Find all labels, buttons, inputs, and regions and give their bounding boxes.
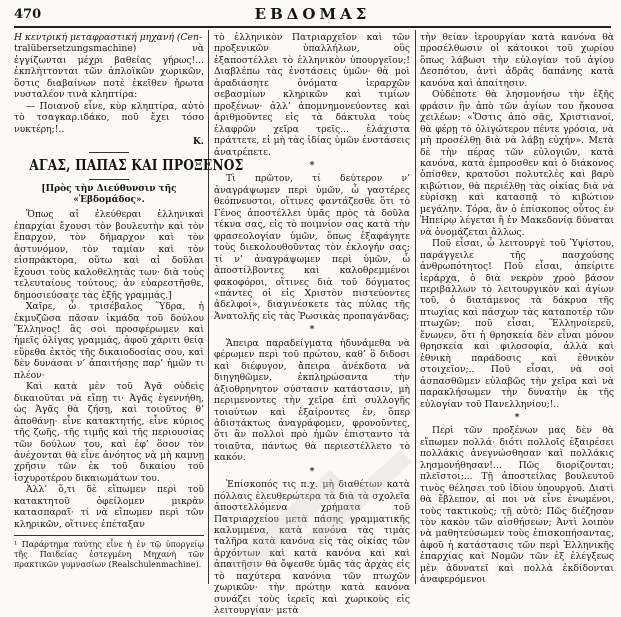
footnote: ¹ Παράρτημα ταύτης εἶνε ἡ ἐν τῷ ὑποργείῳ τῆς Παιδείας ἐστεγμένη Μηχανὴ τῶν πρακτικῶν γυμνασίων (Realschulenmachine). [14,540,204,570]
header-rule [14,26,611,28]
article-headline: ΑΓΑΣ, ΠΑΠΑΣ ΚΑΙ ΠΡΟΞΕΝΟΣ [29,156,244,174]
article-paragraph: τὸ ἑλληνικὸν Πατριαρχεῖον καὶ τῶν προξενικῶν ὑπαλλήλων, οὓς ἐξαποστέλλει τὸ ἑλληνικὸν ὑπουργεῖον;! Διαβλέπω τὰς ἐνστάσεις ὑμῶν· θὰ μοὶ ἀραδιάσητε ὀνόματα ἱεραρχῶν σεβασμίων κληρικῶν καὶ τιμίων προξένων· ἀλλ’ ἀπομνημονεύοντες καὶ ἀριθμοῦντες εἰς τὰ δάκτυλα τοὺς ἐλαφρῶν χεῖρα τρεῖς... ἐλάχιστα πράττετε, εἰ μὴ τὰς ἰδίας ὑμῶν ἐνστάσεις ἀνατρέπετε. [214,32,410,158]
intro-line-1: Η κεντρική μεταφραστική μηχανή (Cen- [14,32,202,43]
column-divider-2 [415,30,416,584]
article-paragraph: Χαῖρε, ὦ τρισέβαλος Ὕδρα, ἡ ἐκμυζῶσα πᾶσαν ἰκμάδα τοῦ δούλου Ἕλληνος! ἃς σοὶ προσφέρωμεν καὶ ἡμεῖς ὀλίγας γραμμάς, ἀφοῦ χάριτι θείᾳ εὕρεθα ἐκτὸς τῆς δικαιοδοσίας σου, καὶ δὲν δυνάσαι ν’ ἀπαιτήσῃς παρ’ ἡμῶν τι πλέον· [14,301,204,381]
column-3 [420,32,614,584]
headline-divider [89,179,129,180]
article-paragraph: Ἀλλ’ ὅ,τι δὲ εἴπωμεν περὶ τοῦ κατακτητοῦ ὀφείλομεν μικρὰν κατασπαραῖ· τί νὰ εἴπωμεν περὶ τῶν κληρικῶν, οἵτινες ἐπέταξαν [14,484,204,530]
intro-line-3: — Ποιανοῦ εἶνε, κὺρ κληπτίρα, αὐτὸ τὸ τσαγκαρ.ιδάκο, ποῦ ἔχει τόσο νυκτέρη;!.. [14,100,204,135]
article-paragraph: Καὶ κατὰ μὲν τοῦ Ἀγᾶ οὐδεὶς δικαιοῦται νὰ εἴπῃ τι· Ἀγᾶς ἐγεννήθη, ὡς Ἀγᾶς θὰ ζήσῃ, καὶ τοιοῦτος θ’ ἀποθάνῃ· εἶνε κατακτητής, εἶνε κύριος τῆς ζωῆς, τῆς τιμῆς καὶ τῆς περιουσίας τῶν δούλων του, καὶ ἐφ’ ὅσον τὸν ἀνέχονται θὰ εἶνε ἀνόητος νὰ μὴ καμνῃ χρῆσιν τῶν ἐκ τοῦ δικαίου τοῦ ἰσχυροτέρου δικαιωμάτων του. [14,381,204,484]
section-dot: * [309,465,315,477]
column-1 [14,32,244,584]
article-paragraph: Ποῦ εἶσαι, ὦ λειτουργὲ τοῦ Ὑψίστου, παράγγειλε τῆς πασχούσης ἀνθρωπότητος! Ποῦ εἶσαι, ἁπείριτε ἱεράρχα, ὁ διὰ νεκρὸν χροὸ βάσον περιβάλλων τὸ λειτουργικὸν καὶ ἁγίων τοῦ, ὁ διατάμενος τὰ δάκρυα τῆς πτωχίας καὶ πάσχων τὰς καταποτέρ τῶν πτωχῶν; ποῦ εἶσαι, Ἕλληνοίερεῦ, ἔνωνεν, ὅτι ἡ θρησκεία δὲν εἶναι μόνον θρησκεία καὶ φιλοσοφία, ἀλλὰ καὶ ἐθνικὴ παράδοσις καὶ ἐθνικὸν στοιχεῖον;.. Ποῦ εἶσαι, νὰ σοὶ ἀσπασθῶμεν εὐλαβῶς τὴν χεῖρα καὶ νὰ παρακλήσωμεν τὴν δυνατὴν ἐκ τῆς εὐλογίαν τοῦ Πανελληνίου;!.. [420,238,614,410]
article-paragraph: Οὐδέποτε θὰ λησμονήσω τὴν ἑξῆς φράσιν ἣν ἀπὸ τῶν ἁγίων του ἤκουσα χειλέων: «Ὅστις ἀπὸ σᾶς, Χριστιανοί, θὰ φέρῃ τὸ ὀλιγώτερον πέντε γρόσια, νὰ μὴ προσέλθῃ διὰ νὰ λάβῃ εὐχήν». Μετὰ δὲ τὴν πέρας τῶν εὐλογιῶν, κατὰ κανόνα, κατὰ ἐμπροσθεν καὶ ὁ διάκονος ὀπίσθεν, κρατοῦσι πολυτελὲς καὶ βαρὺ κιβώτιον, θὰ περιέλθῃ τὰς οἰκίας διὰ νὰ εὑρίσκῃ καὶ κατασπᾷ τὸ κιβώτιον μεγάλην. Τόρα, ἂν ὁ ἐπίσκοπος οὗτος ἐν Ἠπείρῳ λέγεται ἢ ἐν Μακεδονίᾳ δύναται νὰ ὀνομάζεται ἄλλως. [420,89,614,238]
article-paragraph: Ἄπειρα παραδείγματα ἠδυνάμεθα νὰ φέρωμεν περὶ τοῦ πρώτου, καθ’ ὃ διδοσι καὶ διέφυγον, ἄπειρα ἀνέκδοτα νὰ διηγηθῶμεν, ἐκπληρώσαντα τὴν ἀξιοθρηνητον σύστασιν κατάστασιν, μὴ περιμενοντες τὴν χεῖρα ἐπὶ συλλογῆς τοιούτων καὶ ἐξαίροντες ἐν, ὅπερ ἀδιστάκτως ἀναγράφομεν, φρονοῦντες, ὅτι ἂν πολλοὶ πρὸ ἡμῶν ἐπισταντο τὰ τοιαῦτα, πάντως θὰ περιεστέλλετο τὸ κακόν. [214,337,410,464]
section-divider [89,152,129,153]
section-dot: * [309,324,315,336]
journal-title: ΕΒΔΟΜΑΣ [254,5,371,23]
section-dot: * [309,159,315,171]
article-paragraph: Ὅπως αἱ ἐλεύθεραι ἑλληνικαὶ ἐπαρχίαι ἔχουσι τὸν βουλευτὴν καὶ τὸν ἔπαρχον, τὸν δήμαρχον καὶ τὸν ἀστυνόμον, τὸν ταμίαν καὶ τὸν εἰσπράκτορα, οὕτω καὶ αἱ δοῦλαι ἔχουσι τοὺς καλοθελητὰς των· διὰ τοὺς τελευταίους τούτους, ἀν εὐαρεστῆσθε, δημοσιεύσατε τὰς ἑξῆς γραμμάς.] [14,209,204,301]
article-paragraph: τὴν θείαν ἱερουργίαν κατὰ κανόνα θὰ προσέλθωσιν οἱ κάτοικοι τοῦ χωρίου ὅπως λάβωσι τὴν εὐλογίαν τοῦ ἁγίου Δεσπότου, ἀντὶ ἁδρᾶς δαπάνης κατὰ κανόνα καὶ ἀπαίτησιν. [420,32,614,89]
footnote-rule [14,535,204,536]
page-header [14,4,611,26]
article-paragraph: Περὶ τῶν προξένων μας δὲν θὰ εἴπωμεν πολλά· διότι πολλοῖς ἐξαιρέσει πολλάκις ἀνεγνώσθησαν καὶ πολλάκις λησμονήθησαν!... Πῶς διορίζονται; πλεῖστοι;... Τῇ ἀποστείλας βουλευτοῦ τινὸς θέλησει τοῦ ἰδίου ὑπουργοῦ. Διατὶ θὰ ἔβλεπον, αἰ ποι νὰ εἶνε ἐνωμένοι, τοὺς τακτικοὺς; τῇ αὐτὸ; Πῶς διέζησαν τὸν κακὸν τῶν αἰσθήσεων; Ἀντὶ λοιπὸν νὰ μαθητεύσωμεν τοὺς ἐπισκοπήσαντας, ἀφοῦ ἡ κατάστασις τῶν περὶ Ἑλληνικῆς ἐπαρχίας καὶ Νομῶν τῶν ἐξ ἐλέγξεως μὲν ἀδυνατεῖ καὶ πολλὰ ἐκδίδονται ἀναφερόμενοι [420,425,614,586]
intro-signature: Κ. [192,136,204,148]
section-dot: * [514,411,520,423]
column-divider-1 [208,30,209,584]
article-paragraph: Τὶ πρῶτον, τί δεύτερον ν’ ἀναγράψωμεν περὶ ὑμῶν, ὦ γαστέρες θεόπνευστοι, οἵτινες φαντάζεσθε ὅτι τὸ Γένος ἀποστέλλει ὑμᾶς πρὸς τὰ δοῦλα τέκνα σας, εἰς τὸ ποιμνίον σας κατὰ τὴν φρασεολογίαν ὑμῶν, ὅπως ἐξαφάγητε τοὺς διεκολουθοῦντας τὸν ἐκλογήν σας; τί ν’ ἀναγράψωμεν περὶ ὑμῶν, ὦ ἀποστίλβοντες καὶ καλοθρεμμένοι φακοφόροι, οἵτινες διὰ τοῦ δόγματος «πάντες οἱ εἰς Χριστὸν πιστεύοντες ἀδελφοί», διαγινέσκετε τὰς πύλας τῆς Ἀνατολῆς εἰς τὰς Ῥωσικὰς προπαγάνδας; [214,173,410,322]
article-address: [Πρὸς τὴν Διεύθυνσιν τῆς «Ἑβδομάδος». [41,183,177,205]
column-2 [214,32,410,617]
intro-line-2: tralübersetzungsmachine) νὰ ἐγγίζωνται μέχρι βαθείας γήρως!... ἐκπλήττονται τῶν ἀπλοϊκῶν χωρικῶν, ὅστις διαβαίνων ποτὲ ἐκεῖθεν ἤρωτα νυσταλέον τινὰ κληπτίρα: [14,43,204,101]
article-paragraph: Ἐπίσκοπός τις π.χ. μὴ διαθέτων κατὰ πόλλαις ἐλευθερώτερα τὰ διὰ τὰ σχολεῖα ἀποστελλόμενα χρήματα τοῦ Πατριαρχείου μετὰ πάσης γραμματικῆς καλυμμένα, κατὰ κανόνα τὰς τιμὰς ταλῆρα κατὰ κανόνα εἰς τὰς οἰκίας τῶν ἀρχόντων καὶ κατὰ κανόνα καὶ καὶ ἀπαιτῆσιν θὰ ὄψεσθε ὑμᾶς τὰς ἀρχὰς εἰς τὸ παχύτερα κανόνια τῶν πτωχῶν χωρικῶν· τὴν πρώτην κατὰ κανόνα συνάζει τοὺς ἱερεῖς καὶ χωρικοὺς εἰς λειτουργίαν· μετὰ [214,479,410,617]
page-number: 470 [14,7,42,22]
